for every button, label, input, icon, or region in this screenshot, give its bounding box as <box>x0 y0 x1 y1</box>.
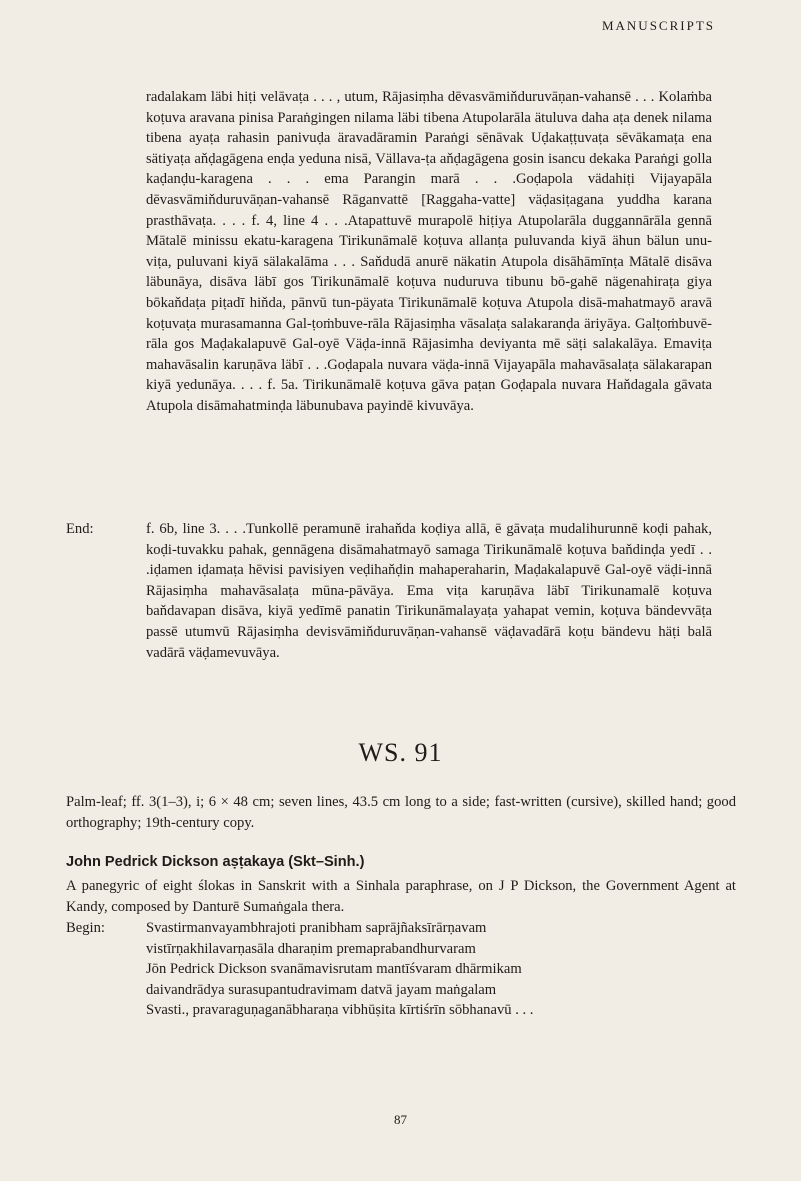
entry-summary: A panegyric of eight ślokas in Sanskrit with a Sinhala paraphrase, on J P Dickson, the Government Agent at Kandy, composed by Danturē Sumaṅgala thera. <box>66 878 736 915</box>
end-text: f. 6b, line 3. . . .Tunkollē peramunē irahaňda koḍiya allā, ē gāvaṭa mudalihurunnē koḍi pahak, koḍi-tuvakku pahak, gennāgena disāmahatmayō samaga Tirikunāmalē koṭuva baňdinḍa yedī . . .iḍamen iḍamaṭa hēvisi pavisiyen veḍihaňḍin mahaperaharin, Maḍakalapuvē Gal-oyē väḍi-innā Rājasiṃha mahavāsalaṭa mūna-pāvāya. Ema viṭa karuṇāva läbī Tirikunamalē koṭuva baňdavapan disāva, kiyā yedīmē panatin Tirikunāmalayaṭa yahapat vemin, koṭuva bändevvāṭa passē utumvū Rājasiṃha devisvāmiňduruvāṇan-vahansē väḍavadārā koṭu bändevu häṭi balā vadārā väḍamevuvāya. <box>146 521 712 661</box>
verse-line-5: Svasti., pravaraguṇaganābharaṇa vibhūṣita kīrtiśrīn sōbhanavū . . . <box>146 1002 534 1019</box>
verse-line-2: vistīrṇakhilavarṇasāla dharaṇim premaprabandhurvaram <box>146 940 476 957</box>
begin-label: Begin: <box>66 920 105 936</box>
verse-line-1: Svastirmanvayambhrajoti pranibham saprājñaksīrārṇavam <box>146 920 487 936</box>
begin-verse <box>146 918 533 1021</box>
running-head: MANUSCRIPTS <box>601 18 715 33</box>
entry-title: John Pedrick Dickson aṣṭakaya (Skt–Sinh.) <box>66 854 365 870</box>
continuation-paragraph: radalakam läbi hiṭi velāvaṭa . . . , utum, Rājasiṃha dēvasvāmiňduruvāṇan-vahansē . . . Kolaṁba koṭuva aravana pinisa Paraṅgingen nilama läbi tibena Atupolarāla ätuluva daha aṭa denek nilama tibena ayaṭa rahasin panivuḍa äravadāramin Paraṅgi sēnāvak Uḍakaṭṭuvaṭa sēvākamaṭa ena sätiyaṭa aňḍagāgena enḍa yeduna nisā, Vällava-ṭa aňḍagāgena gosin isancu dekaka Paraṅgi golla kaḍanḍu-karagena . . . ema Parangin marā . . .Goḍapola vädahiṭi Vijayapāla dēvasvāmiňduruvāṇan-vahansē Rāganvattē [Raggaha-vatte] väḍasiṭagana yuddha karana prasthāvaṭa. . . . f. 4, line 4 . . .Atapattuvē murapolē hiṭiya Atupolarāla duggannārāla gennā Mātalē minissu ekatu-karagena Tirikunāmalē koṭuva allanṭa puluvanda kiyā ähun bälun unu-viṭa, puluvani kiyā sälakalāma . . . Saňdudā anurē näkatin Atupola disāhāmīnṭa Mātalē disāva läbunāya, disāva läbī gos Tirikunāmalē koṭuva nuduruva tibunu bō-gahē nägenahiraṭa giya bōkaňdaṭa piṭadī hiňda, pānvū tun-päyata Tirikunāmalē koṭuva Atupola disā-mahatmayō aravā koṭuvaṭa murasamanna Gal-ṭoṁbuve-rāla Rājasiṃha vāsalaṭa salakaranḍa äriyāya. Galṭoṁbuvē-rāla gos Maḍakalapuvē Gal-oyē Väḍa-innā Rājasimha deviyanta mē säṭi salakalāya. Emaviṭa mahavāsalin karuṇāva läbī . . .Goḍapala nuvara väḍa-innā Vijayapāla mahavāsalaṭa sälakarapan kiyā yedunāya. . . . f. 5a. Tirikunāmalē koṭuva gāva paṭan Goḍapala nuvara Haňdagala gāvata Atupola disāmahatminḍa läbunubava payindē kivuvāya. <box>146 89 712 414</box>
page-number: 87 <box>394 1112 407 1127</box>
ws91-description: Palm-leaf; ff. 3(1–3), i; 6 × 48 cm; seven lines, 43.5 cm long to a side; fast-written (cursive), skilled hand; good orthography; 19th-century copy. <box>66 794 736 831</box>
verse-line-4: daivandrādya surasupantudravimam datvā jayam maṅgalam <box>146 981 497 998</box>
end-label: End: <box>66 521 94 537</box>
verse-line-3: Jōn Pedrick Dickson svanāmavisrutam mantīśvaram dhārmikam <box>146 961 522 978</box>
ws91-heading: WS. 91 <box>358 738 443 767</box>
